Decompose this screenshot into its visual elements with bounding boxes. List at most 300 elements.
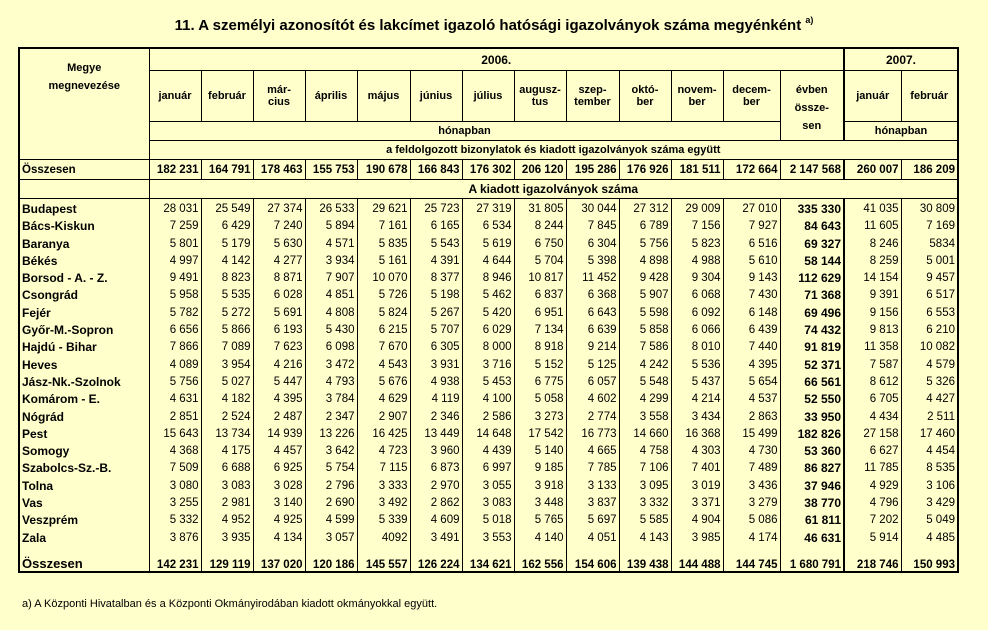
cell: 46 631: [780, 530, 844, 547]
header-text: június: [419, 90, 453, 102]
cell: 4 793: [305, 374, 357, 391]
cell: 8 918: [514, 339, 566, 356]
cell: 2 346: [410, 409, 462, 426]
cell: 9 143: [723, 270, 780, 287]
county-name: Bács-Kiskun: [19, 218, 149, 235]
cell: 3 876: [149, 530, 201, 547]
cell: 6 873: [410, 460, 462, 477]
cell: 144 488: [671, 547, 723, 572]
table-row: [19, 409, 958, 426]
cell: 7 202: [844, 512, 901, 529]
cell: 8 010: [671, 339, 723, 356]
cell: 9 491: [149, 270, 201, 287]
cell: 3 472: [305, 357, 357, 374]
cell: 13 226: [305, 426, 357, 443]
cell: 2 690: [305, 495, 357, 512]
cell: 3 279: [723, 495, 780, 512]
cell: 7 106: [619, 460, 671, 477]
cell: 5 824: [357, 305, 410, 322]
table-row: [19, 236, 958, 253]
cell: 14 154: [844, 270, 901, 287]
cell: 4 925: [253, 512, 305, 529]
cell: 172 664: [723, 160, 780, 180]
cell: 5 823: [671, 236, 723, 253]
cell: 2 347: [305, 409, 357, 426]
cell: 3 716: [462, 357, 514, 374]
cell: 8 946: [462, 270, 514, 287]
cell: 8 000: [462, 339, 514, 356]
cell: 9 457: [901, 270, 958, 287]
cell: 6 305: [410, 339, 462, 356]
table-row: [19, 512, 958, 529]
cell: 5 619: [462, 236, 514, 253]
cell: 86 827: [780, 460, 844, 477]
cell: 2 863: [723, 409, 780, 426]
cell: 5 914: [844, 530, 901, 547]
cell: 5 610: [723, 253, 780, 270]
cell: 4 599: [305, 512, 357, 529]
cell: 4 537: [723, 391, 780, 408]
cell: 4 439: [462, 443, 514, 460]
cell: 4092: [357, 530, 410, 547]
cell: 5 058: [514, 391, 566, 408]
cell: 126 224: [410, 547, 462, 572]
county-name: Heves: [19, 357, 149, 374]
cell: 91 819: [780, 339, 844, 356]
month-header-10: [671, 71, 723, 122]
cell: 37 946: [780, 478, 844, 495]
cell: 3 133: [566, 478, 619, 495]
cell: 5 726: [357, 287, 410, 304]
cell: 5 765: [514, 512, 566, 529]
cell: 3 553: [462, 530, 514, 547]
cell: 7 240: [253, 218, 305, 235]
cell: 154 606: [566, 547, 619, 572]
cell: 4 089: [149, 357, 201, 374]
cell: 7 586: [619, 339, 671, 356]
cell: 26 533: [305, 199, 357, 219]
table-row: [19, 339, 958, 356]
table-row: [19, 495, 958, 512]
cell: 4 579: [901, 357, 958, 374]
cell: 14 939: [253, 426, 305, 443]
cell: 5 756: [149, 374, 201, 391]
cell: 3 106: [901, 478, 958, 495]
cell: 25 549: [201, 199, 253, 219]
cell: 6 688: [201, 460, 253, 477]
cell: 2 907: [357, 409, 410, 426]
cell: 3 371: [671, 495, 723, 512]
month-header-1: [201, 71, 253, 122]
cell: 9 214: [566, 339, 619, 356]
cell: 4 629: [357, 391, 410, 408]
cell: 4 391: [410, 253, 462, 270]
cell: 8 259: [844, 253, 901, 270]
issued-label: A kiadott igazolványok száma: [149, 180, 958, 199]
title-footnote-mark: a): [805, 15, 814, 25]
cell: 3 095: [619, 478, 671, 495]
title-text: 11. A személyi azonosítót és lakcímet igazoló hatósági igazolványok száma megyénként: [174, 17, 802, 34]
cell: 7 907: [305, 270, 357, 287]
month-header-5: [410, 71, 462, 122]
year-2007-header: 2007.: [844, 48, 958, 71]
cell: 4 277: [253, 253, 305, 270]
county-name: Tolna: [19, 478, 149, 495]
cell: 7 401: [671, 460, 723, 477]
cell: 6 705: [844, 391, 901, 408]
cell: 4 051: [566, 530, 619, 547]
cell: 41 035: [844, 199, 901, 219]
header-text: május: [367, 90, 400, 102]
cell: 5 027: [201, 374, 253, 391]
cell: 5 049: [901, 512, 958, 529]
cell: 9 185: [514, 460, 566, 477]
cell: 4 644: [462, 253, 514, 270]
cell: 6 750: [514, 236, 566, 253]
cell: 195 286: [566, 160, 619, 180]
cell: 4 100: [462, 391, 514, 408]
cell: 4 609: [410, 512, 462, 529]
cell: 7 866: [149, 339, 201, 356]
cell: 2 147 568: [780, 160, 844, 180]
header-text: megnevezése: [48, 80, 121, 92]
table-row: [19, 460, 958, 477]
header-row-processed: [19, 141, 958, 160]
cell: 8 244: [514, 218, 566, 235]
cell: 5 782: [149, 305, 201, 322]
table-row: [19, 253, 958, 270]
header-text: ber: [742, 96, 761, 108]
cell: 4 427: [901, 391, 958, 408]
cell: 5 398: [566, 253, 619, 270]
total-row-combined: [19, 160, 958, 180]
cell: 3 028: [253, 478, 305, 495]
county-name: Fejér: [19, 305, 149, 322]
cell: 15 499: [723, 426, 780, 443]
cell: 6 517: [901, 287, 958, 304]
cell: 5 754: [305, 460, 357, 477]
cell: 27 319: [462, 199, 514, 219]
cell: 181 511: [671, 160, 723, 180]
cell: 4 851: [305, 287, 357, 304]
cell: 14 660: [619, 426, 671, 443]
cell: 6 029: [462, 322, 514, 339]
table-row: [19, 322, 958, 339]
cell: 5 801: [149, 236, 201, 253]
table-row: [19, 287, 958, 304]
cell: 166 843: [410, 160, 462, 180]
cell: 5 161: [357, 253, 410, 270]
cell: 4 216: [253, 357, 305, 374]
processed-label: a feldolgozott bizonylatok és kiadott igazolványok száma együtt: [149, 141, 958, 160]
cell: 3 055: [462, 478, 514, 495]
cell: 3 491: [410, 530, 462, 547]
cell: 2 862: [410, 495, 462, 512]
cell: 155 753: [305, 160, 357, 180]
cell: 5 835: [357, 236, 410, 253]
cell: 5834: [901, 236, 958, 253]
cell: 164 791: [201, 160, 253, 180]
header-text: július: [473, 90, 503, 102]
cell: 27 374: [253, 199, 305, 219]
cell: 5 198: [410, 287, 462, 304]
cell: 5 585: [619, 512, 671, 529]
annual-total-header: [780, 71, 844, 141]
cell: 8 535: [901, 460, 958, 477]
cell: 7 134: [514, 322, 566, 339]
cell: 3 436: [723, 478, 780, 495]
cell: 5 152: [514, 357, 566, 374]
cell: 3 642: [305, 443, 357, 460]
cell: 7 115: [357, 460, 410, 477]
cell: 29 621: [357, 199, 410, 219]
cell: 5 535: [201, 287, 253, 304]
cell: 6 951: [514, 305, 566, 322]
county-name: Vas: [19, 495, 149, 512]
cell: 17 460: [901, 426, 958, 443]
cell: 4 631: [149, 391, 201, 408]
cell: 145 557: [357, 547, 410, 572]
cell: 33 950: [780, 409, 844, 426]
cell: 6 210: [901, 322, 958, 339]
cell: 260 007: [844, 160, 901, 180]
header-text: ber: [636, 96, 654, 108]
cell: 4 485: [901, 530, 958, 547]
cell: 5 420: [462, 305, 514, 322]
month-header-2: [253, 71, 305, 122]
cell: 5 267: [410, 305, 462, 322]
cell: 2 796: [305, 478, 357, 495]
cell: 7 489: [723, 460, 780, 477]
footnote: a) A Központi Hivatalban és a Központi Okmányirodában kiadott okmányokkal együtt.: [22, 598, 438, 610]
cell: 5 326: [901, 374, 958, 391]
cell: 5 272: [201, 305, 253, 322]
cell: 30 809: [901, 199, 958, 219]
total-row-issued: [19, 547, 958, 572]
cell: 69 496: [780, 305, 844, 322]
cell: 3 985: [671, 530, 723, 547]
cell: 8 871: [253, 270, 305, 287]
cell: 14 648: [462, 426, 514, 443]
cell: 335 330: [780, 199, 844, 219]
cell: 69 327: [780, 236, 844, 253]
cell: 84 643: [780, 218, 844, 235]
cell: 182 826: [780, 426, 844, 443]
table-row: [19, 426, 958, 443]
cell: 5 140: [514, 443, 566, 460]
cell: 6 643: [566, 305, 619, 322]
county-header: [19, 48, 149, 160]
cell: 4 571: [305, 236, 357, 253]
cell: 61 811: [780, 512, 844, 529]
county-name: Csongrád: [19, 287, 149, 304]
cell: 4 395: [723, 357, 780, 374]
county-name: Somogy: [19, 443, 149, 460]
cell: 120 186: [305, 547, 357, 572]
cell: 5 543: [410, 236, 462, 253]
month-header-8: [566, 71, 619, 122]
header-text: Megye: [67, 62, 102, 74]
cell: 4 303: [671, 443, 723, 460]
header-text: novem-: [677, 84, 717, 96]
cell: 3 429: [901, 495, 958, 512]
cell: 5 179: [201, 236, 253, 253]
cell: 6 148: [723, 305, 780, 322]
cell: 7 089: [201, 339, 253, 356]
cell: 6 368: [566, 287, 619, 304]
table-row: [19, 305, 958, 322]
cell: 182 231: [149, 160, 201, 180]
cell: 6 092: [671, 305, 723, 322]
cell: 6 837: [514, 287, 566, 304]
cell: 27 010: [723, 199, 780, 219]
cell: 6 997: [462, 460, 514, 477]
cell: 5 958: [149, 287, 201, 304]
cell: 6 627: [844, 443, 901, 460]
cell: 52 550: [780, 391, 844, 408]
cell: 3 255: [149, 495, 201, 512]
cell: 6 068: [671, 287, 723, 304]
cell: 6 925: [253, 460, 305, 477]
header-text: tus: [531, 96, 549, 108]
cell: 4 730: [723, 443, 780, 460]
cell: 3 434: [671, 409, 723, 426]
header-text: tember: [574, 96, 611, 108]
cell: 7 785: [566, 460, 619, 477]
month-header-9: [619, 71, 671, 122]
cell: 2 586: [462, 409, 514, 426]
cell: 27 158: [844, 426, 901, 443]
cell: 4 143: [619, 530, 671, 547]
cell: 7 161: [357, 218, 410, 235]
cell: 5 630: [253, 236, 305, 253]
cell: 66 561: [780, 374, 844, 391]
cell: 178 463: [253, 160, 305, 180]
cell: 8 823: [201, 270, 253, 287]
county-name: Budapest: [19, 199, 149, 219]
table-row: [19, 218, 958, 235]
cell: 5 125: [566, 357, 619, 374]
cell: 3 558: [619, 409, 671, 426]
table-row: [19, 530, 958, 547]
cell: 6 098: [305, 339, 357, 356]
cell: 5 548: [619, 374, 671, 391]
cell: 3 019: [671, 478, 723, 495]
cell: 7 509: [149, 460, 201, 477]
cell: 4 119: [410, 391, 462, 408]
cell: 206 120: [514, 160, 566, 180]
county-name: Baranya: [19, 236, 149, 253]
cell: 4 182: [201, 391, 253, 408]
cell: 6 553: [901, 305, 958, 322]
county-name: Veszprém: [19, 512, 149, 529]
cell: 3 083: [462, 495, 514, 512]
cell: 71 368: [780, 287, 844, 304]
month-header-6: [462, 71, 514, 122]
cell: 16 425: [357, 426, 410, 443]
cell: 6 429: [201, 218, 253, 235]
county-name: Zala: [19, 530, 149, 547]
cell: 5 697: [566, 512, 619, 529]
cell: 9 813: [844, 322, 901, 339]
cell: 218 746: [844, 547, 901, 572]
cell: 137 020: [253, 547, 305, 572]
cell: 2 524: [201, 409, 253, 426]
cell: 3 918: [514, 478, 566, 495]
cell: 7 927: [723, 218, 780, 235]
header-text: össze-: [794, 102, 829, 114]
cell: 4 299: [619, 391, 671, 408]
month-2007-header-1: február: [901, 71, 958, 122]
cell: 28 031: [149, 199, 201, 219]
cell: 3 332: [619, 495, 671, 512]
county-name: Pest: [19, 426, 149, 443]
cell: 58 144: [780, 253, 844, 270]
cell: 4 988: [671, 253, 723, 270]
cell: 7 259: [149, 218, 201, 235]
cell: 7 845: [566, 218, 619, 235]
month-header-7: [514, 71, 566, 122]
cell: 5 086: [723, 512, 780, 529]
cell: 16 773: [566, 426, 619, 443]
cell: 11 452: [566, 270, 619, 287]
header-row-issued: [19, 180, 958, 199]
cell: 4 368: [149, 443, 201, 460]
cell: 2 774: [566, 409, 619, 426]
cell: 190 678: [357, 160, 410, 180]
cell: 8 612: [844, 374, 901, 391]
row-name: Összesen: [19, 547, 149, 572]
cell: 9 391: [844, 287, 901, 304]
header-text: cius: [267, 96, 290, 108]
cell: 5 001: [901, 253, 958, 270]
cell: 15 643: [149, 426, 201, 443]
header-text: ber: [688, 96, 706, 108]
cell: 4 898: [619, 253, 671, 270]
cell: 4 454: [901, 443, 958, 460]
cell: 139 438: [619, 547, 671, 572]
cell: 5 339: [357, 512, 410, 529]
table-row: [19, 478, 958, 495]
cell: 7 623: [253, 339, 305, 356]
header-text: decem-: [732, 84, 771, 96]
blank-cell: [19, 180, 149, 199]
cell: 7 587: [844, 357, 901, 374]
page-title: [0, 17, 988, 34]
county-name: Győr-M.-Sopron: [19, 322, 149, 339]
header-text: augusz-: [519, 84, 561, 96]
cell: 10 070: [357, 270, 410, 287]
cell: 176 926: [619, 160, 671, 180]
cell: 6 028: [253, 287, 305, 304]
cell: 7 670: [357, 339, 410, 356]
cell: 5 462: [462, 287, 514, 304]
cell: 2 511: [901, 409, 958, 426]
cell: 4 142: [201, 253, 253, 270]
cell: 4 175: [201, 443, 253, 460]
cell: 5 858: [619, 322, 671, 339]
cell: 31 805: [514, 199, 566, 219]
cell: 4 395: [253, 391, 305, 408]
cell: 8 246: [844, 236, 901, 253]
month-2007-header-0: január: [844, 71, 901, 122]
cell: 4 543: [357, 357, 410, 374]
month-header-0: [149, 71, 201, 122]
cell: 4 938: [410, 374, 462, 391]
cell: 25 723: [410, 199, 462, 219]
cell: 6 439: [723, 322, 780, 339]
cell: 5 332: [149, 512, 201, 529]
